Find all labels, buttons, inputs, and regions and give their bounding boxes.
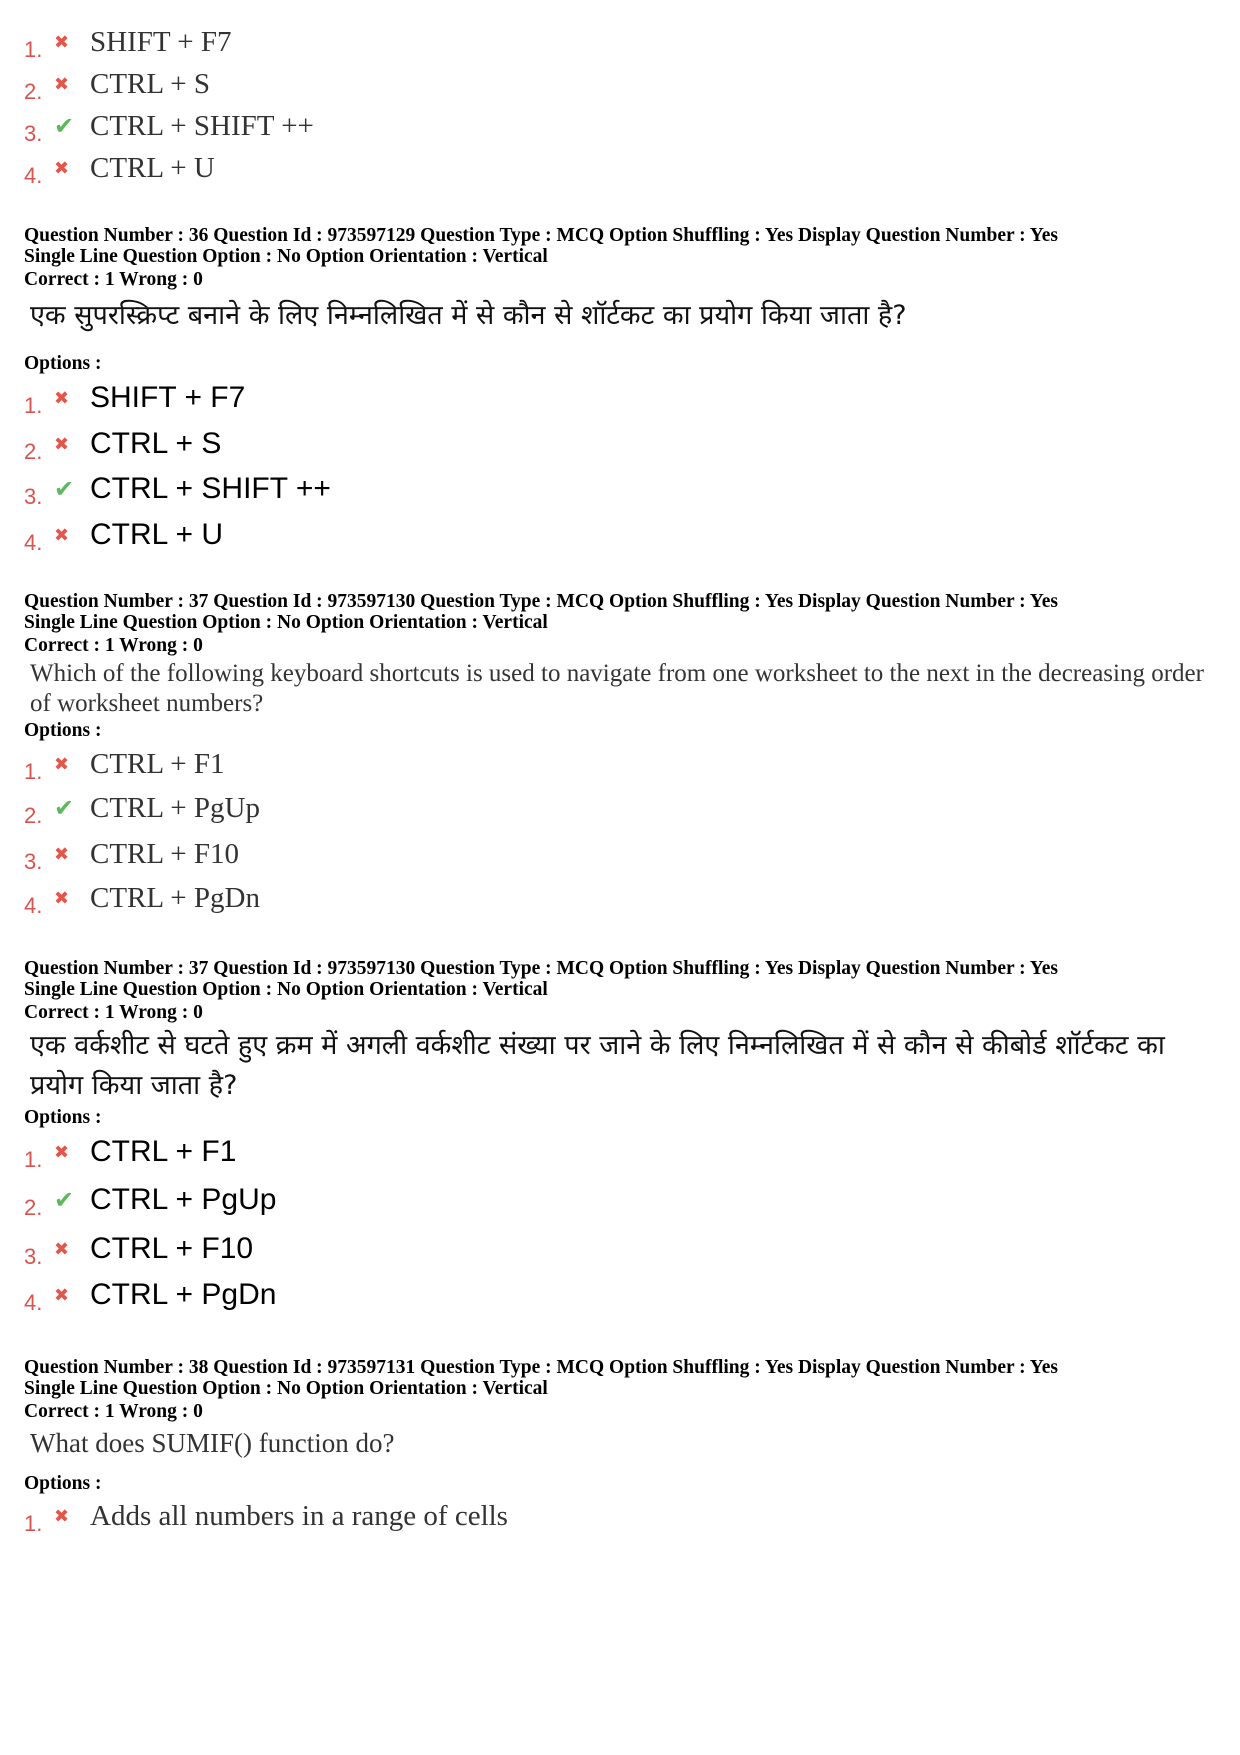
option-text: CTRL + F1	[90, 1135, 237, 1168]
option-text: CTRL + F10	[90, 837, 240, 870]
option-number: 1.	[24, 393, 43, 418]
correct-wrong: Correct : 1 Wrong : 0	[24, 635, 203, 656]
correct-wrong: Correct : 1 Wrong : 0	[24, 1401, 203, 1422]
question-meta-line2: Single Line Question Option : No Option Orientation : Vertical	[24, 979, 548, 1000]
question-meta-line2: Single Line Question Option : No Option Orientation : Vertical	[24, 612, 548, 633]
question-meta-line1: Question Number : 37 Question Id : 973597130 Question Type : MCQ Option Shuffling : Yes Display Question Number : Yes	[24, 958, 1058, 979]
option-text: CTRL + S	[90, 67, 211, 100]
question-meta-line1: Question Number : 37 Question Id : 973597130 Question Type : MCQ Option Shuffling : Yes Display Question Number : Yes	[24, 591, 1058, 612]
option-item	[24, 64, 210, 104]
question-meta	[24, 958, 1214, 1000]
correct-wrong: Correct : 1 Wrong : 0	[24, 1002, 203, 1023]
option-item	[24, 1180, 276, 1220]
option-text: CTRL + SHIFT ++	[90, 472, 331, 505]
check-icon: ✔	[54, 1186, 75, 1214]
check-icon: ✔	[54, 475, 75, 503]
option-item	[24, 1229, 253, 1269]
option-item	[24, 106, 314, 146]
option-text: SHIFT + F7	[90, 381, 246, 414]
option-text: CTRL + F10	[90, 1232, 254, 1265]
question-text: एक वर्कशीट से घटते हुए क्रम में अगली वर्कशीट संख्या पर जाने के लिए निम्नलिखित में से कौन से कीबोर्ड शॉर्टकट का प्रयोग किया जाता है?	[30, 1030, 1165, 1101]
option-item	[24, 878, 260, 918]
option-item	[24, 469, 331, 509]
option-number: 2.	[24, 79, 43, 104]
question-meta-line2: Single Line Question Option : No Option Orientation : Vertical	[24, 246, 548, 267]
option-number: 4.	[24, 163, 43, 188]
option-item	[24, 1496, 508, 1536]
question-meta	[24, 591, 1214, 633]
option-number: 3.	[24, 849, 43, 874]
option-number: 2.	[24, 803, 43, 828]
wrong-icon: ✖	[54, 524, 70, 546]
question-meta	[24, 1357, 1214, 1399]
option-text: CTRL + U	[90, 151, 215, 184]
options-label: Options :	[24, 1107, 102, 1128]
option-text: CTRL + S	[90, 427, 222, 460]
option-item	[24, 515, 223, 555]
wrong-icon: ✖	[54, 73, 70, 95]
wrong-icon: ✖	[54, 753, 70, 775]
option-text: CTRL + PgUp	[90, 791, 260, 824]
option-text: CTRL + PgDn	[90, 1278, 277, 1311]
option-item	[24, 424, 221, 464]
options-label: Options :	[24, 720, 102, 741]
option-number: 4.	[24, 1290, 43, 1315]
option-number: 1.	[24, 1511, 43, 1536]
wrong-icon: ✖	[54, 387, 70, 409]
option-number: 3.	[24, 121, 43, 146]
option-text: Adds all numbers in a range of cells	[90, 1499, 508, 1532]
option-number: 1.	[24, 759, 43, 784]
option-item	[24, 148, 215, 188]
wrong-icon: ✖	[54, 1284, 70, 1306]
question-text: एक सुपरस्क्रिप्ट बनाने के लिए निम्नलिखित में से कौन से शॉर्टकट का प्रयोग किया जाता है?	[30, 300, 907, 331]
option-text: CTRL + SHIFT ++	[90, 109, 314, 142]
option-item	[24, 1275, 276, 1315]
option-number: 2.	[24, 439, 43, 464]
check-icon: ✔	[54, 112, 75, 140]
options-label: Options :	[24, 1473, 102, 1494]
question-meta-line2: Single Line Question Option : No Option Orientation : Vertical	[24, 1378, 548, 1399]
question-text: What does SUMIF() function do?	[30, 1428, 395, 1458]
wrong-icon: ✖	[54, 1505, 70, 1527]
wrong-icon: ✖	[54, 31, 70, 53]
option-text: CTRL + PgDn	[90, 881, 260, 914]
wrong-icon: ✖	[54, 1141, 70, 1163]
option-number: 1.	[24, 37, 43, 62]
option-item	[24, 1132, 236, 1172]
question-meta-line1: Question Number : 36 Question Id : 973597129 Question Type : MCQ Option Shuffling : Yes Display Question Number : Yes	[24, 225, 1058, 246]
question-meta	[24, 225, 1214, 267]
option-text: CTRL + PgUp	[90, 1183, 277, 1216]
option-number: 1.	[24, 1147, 43, 1172]
option-number: 3.	[24, 1244, 43, 1269]
option-item	[24, 22, 232, 62]
option-text: SHIFT + F7	[90, 25, 232, 58]
correct-wrong: Correct : 1 Wrong : 0	[24, 269, 203, 290]
option-item	[24, 378, 245, 418]
option-number: 4.	[24, 530, 43, 555]
wrong-icon: ✖	[54, 433, 70, 455]
option-item	[24, 744, 225, 784]
option-number: 4.	[24, 893, 43, 918]
option-text: CTRL + F1	[90, 747, 225, 780]
wrong-icon: ✖	[54, 1238, 70, 1260]
option-item	[24, 788, 260, 828]
options-label: Options :	[24, 353, 102, 374]
wrong-icon: ✖	[54, 843, 70, 865]
wrong-icon: ✖	[54, 887, 70, 909]
option-number: 2.	[24, 1195, 43, 1220]
question-text: Which of the following keyboard shortcuts is used to navigate from one worksheet to the next in the decreasing order of worksheet numbers?	[30, 660, 1204, 717]
question-meta-line1: Question Number : 38 Question Id : 973597131 Question Type : MCQ Option Shuffling : Yes Display Question Number : Yes	[24, 1357, 1058, 1378]
option-number: 3.	[24, 484, 43, 509]
wrong-icon: ✖	[54, 157, 70, 179]
option-item	[24, 834, 239, 874]
option-text: CTRL + U	[90, 518, 224, 551]
check-icon: ✔	[54, 794, 75, 822]
